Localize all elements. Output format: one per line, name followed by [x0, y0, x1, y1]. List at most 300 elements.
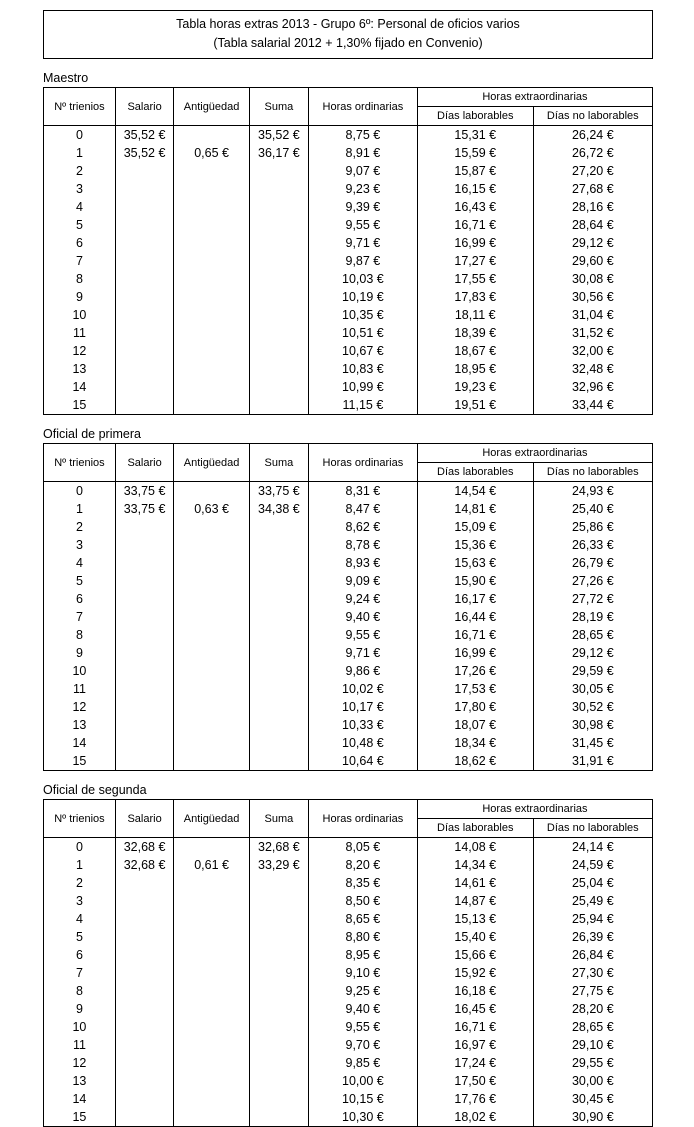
- cell-suma: 32,68 €: [249, 838, 308, 857]
- cell-antiguedad: [174, 680, 250, 698]
- cell-antiguedad: [174, 288, 250, 306]
- cell-dias-no-laborables: 29,59 €: [533, 662, 652, 680]
- cell-trienios: 3: [44, 892, 116, 910]
- cell-dias-no-laborables: 30,08 €: [533, 270, 652, 288]
- table-row: [44, 216, 653, 234]
- cell-antiguedad: [174, 1000, 250, 1018]
- cell-antiguedad: [174, 198, 250, 216]
- cell-dias-no-laborables: 26,72 €: [533, 144, 652, 162]
- cell-salario: [115, 554, 173, 572]
- cell-salario: [115, 518, 173, 536]
- cell-dias-laborables: 16,71 €: [417, 216, 533, 234]
- cell-horas-ordinarias: 9,24 €: [308, 590, 417, 608]
- cell-trienios: 15: [44, 752, 116, 771]
- cell-horas-ordinarias: 8,75 €: [308, 126, 417, 145]
- table-row: [44, 500, 653, 518]
- cell-horas-ordinarias: 8,50 €: [308, 892, 417, 910]
- section-oficial-primera: [43, 427, 653, 771]
- table-row: [44, 734, 653, 752]
- cell-horas-ordinarias: 9,40 €: [308, 1000, 417, 1018]
- cell-horas-ordinarias: 9,70 €: [308, 1036, 417, 1054]
- cell-antiguedad: [174, 378, 250, 396]
- section-title-oficial-primera: Oficial de primera: [43, 427, 141, 441]
- cell-trienios: 1: [44, 500, 116, 518]
- cell-suma: [249, 734, 308, 752]
- cell-trienios: 15: [44, 1108, 116, 1127]
- cell-horas-ordinarias: 9,85 €: [308, 1054, 417, 1072]
- cell-trienios: 12: [44, 1054, 116, 1072]
- table-row: [44, 644, 653, 662]
- cell-trienios: 11: [44, 324, 116, 342]
- cell-suma: [249, 572, 308, 590]
- cell-dias-laborables: 14,08 €: [417, 838, 533, 857]
- cell-dias-laborables: 18,07 €: [417, 716, 533, 734]
- cell-suma: [249, 396, 308, 415]
- col-header-dias-no-laborables: Días no laborables: [533, 107, 652, 126]
- cell-antiguedad: [174, 180, 250, 198]
- salary-table-maestro: [43, 87, 653, 415]
- col-header-suma: Suma: [249, 444, 308, 482]
- cell-salario: 35,52 €: [115, 144, 173, 162]
- cell-dias-laborables: 17,55 €: [417, 270, 533, 288]
- cell-dias-laborables: 19,23 €: [417, 378, 533, 396]
- cell-antiguedad: [174, 838, 250, 857]
- cell-antiguedad: [174, 482, 250, 501]
- cell-suma: [249, 910, 308, 928]
- col-header-horas-ordinarias: Horas ordinarias: [308, 88, 417, 126]
- col-header-horas-extraordinarias: Horas extraordinarias: [417, 800, 652, 819]
- cell-trienios: 7: [44, 608, 116, 626]
- cell-trienios: 1: [44, 144, 116, 162]
- cell-dias-no-laborables: 33,44 €: [533, 396, 652, 415]
- cell-dias-laborables: 14,54 €: [417, 482, 533, 501]
- cell-horas-ordinarias: 8,95 €: [308, 946, 417, 964]
- table-row: [44, 716, 653, 734]
- cell-salario: [115, 1072, 173, 1090]
- cell-suma: [249, 554, 308, 572]
- cell-horas-ordinarias: 10,30 €: [308, 1108, 417, 1127]
- cell-salario: [115, 1018, 173, 1036]
- cell-trienios: 4: [44, 554, 116, 572]
- cell-antiguedad: [174, 518, 250, 536]
- table-row: [44, 838, 653, 857]
- cell-dias-no-laborables: 26,39 €: [533, 928, 652, 946]
- cell-trienios: 1: [44, 856, 116, 874]
- cell-horas-ordinarias: 8,05 €: [308, 838, 417, 857]
- cell-salario: [115, 964, 173, 982]
- cell-suma: [249, 1090, 308, 1108]
- cell-dias-no-laborables: 29,12 €: [533, 234, 652, 252]
- table-row: [44, 856, 653, 874]
- col-header-horas-extraordinarias: Horas extraordinarias: [417, 444, 652, 463]
- cell-antiguedad: [174, 644, 250, 662]
- cell-dias-laborables: 15,31 €: [417, 126, 533, 145]
- cell-salario: [115, 198, 173, 216]
- col-header-suma: Suma: [249, 88, 308, 126]
- table-row: [44, 234, 653, 252]
- cell-dias-no-laborables: 25,04 €: [533, 874, 652, 892]
- cell-trienios: 8: [44, 270, 116, 288]
- cell-salario: [115, 270, 173, 288]
- cell-trienios: 13: [44, 360, 116, 378]
- table-row: [44, 752, 653, 771]
- cell-dias-laborables: 16,99 €: [417, 234, 533, 252]
- cell-dias-no-laborables: 24,59 €: [533, 856, 652, 874]
- cell-salario: [115, 734, 173, 752]
- cell-trienios: 2: [44, 162, 116, 180]
- cell-horas-ordinarias: 9,55 €: [308, 216, 417, 234]
- cell-trienios: 9: [44, 644, 116, 662]
- cell-antiguedad: [174, 1072, 250, 1090]
- col-header-dias-no-laborables: Días no laborables: [533, 819, 652, 838]
- cell-dias-no-laborables: 31,04 €: [533, 306, 652, 324]
- cell-trienios: 6: [44, 234, 116, 252]
- cell-antiguedad: [174, 1054, 250, 1072]
- cell-horas-ordinarias: 8,91 €: [308, 144, 417, 162]
- cell-dias-laborables: 17,24 €: [417, 1054, 533, 1072]
- col-header-horas-ordinarias: Horas ordinarias: [308, 444, 417, 482]
- table-body-oficial-primera: [44, 482, 653, 771]
- cell-trienios: 10: [44, 306, 116, 324]
- cell-antiguedad: [174, 360, 250, 378]
- table-row: [44, 324, 653, 342]
- col-header-dias-laborables: Días laborables: [417, 107, 533, 126]
- cell-salario: [115, 234, 173, 252]
- cell-suma: [249, 662, 308, 680]
- cell-trienios: 10: [44, 662, 116, 680]
- cell-dias-no-laborables: 28,20 €: [533, 1000, 652, 1018]
- table-row: [44, 180, 653, 198]
- cell-salario: [115, 360, 173, 378]
- cell-dias-laborables: 17,76 €: [417, 1090, 533, 1108]
- cell-dias-laborables: 15,59 €: [417, 144, 533, 162]
- cell-dias-no-laborables: 28,19 €: [533, 608, 652, 626]
- cell-suma: [249, 892, 308, 910]
- cell-salario: [115, 1090, 173, 1108]
- cell-horas-ordinarias: 8,62 €: [308, 518, 417, 536]
- cell-horas-ordinarias: 10,17 €: [308, 698, 417, 716]
- cell-salario: 32,68 €: [115, 856, 173, 874]
- cell-suma: 35,52 €: [249, 126, 308, 145]
- cell-suma: [249, 378, 308, 396]
- cell-dias-no-laborables: 28,64 €: [533, 216, 652, 234]
- cell-dias-no-laborables: 25,94 €: [533, 910, 652, 928]
- cell-dias-laborables: 18,67 €: [417, 342, 533, 360]
- cell-dias-no-laborables: 31,52 €: [533, 324, 652, 342]
- table-row: [44, 288, 653, 306]
- cell-dias-no-laborables: 26,24 €: [533, 126, 652, 145]
- cell-trienios: 12: [44, 342, 116, 360]
- cell-horas-ordinarias: 9,09 €: [308, 572, 417, 590]
- cell-antiguedad: [174, 126, 250, 145]
- cell-salario: [115, 874, 173, 892]
- cell-suma: [249, 1072, 308, 1090]
- cell-trienios: 3: [44, 536, 116, 554]
- table-row: [44, 662, 653, 680]
- cell-salario: [115, 536, 173, 554]
- cell-horas-ordinarias: 10,35 €: [308, 306, 417, 324]
- section-oficial-segunda: [43, 783, 653, 1127]
- cell-antiguedad: [174, 982, 250, 1000]
- cell-suma: [249, 752, 308, 771]
- cell-suma: [249, 874, 308, 892]
- table-row: [44, 572, 653, 590]
- cell-suma: [249, 716, 308, 734]
- table-row: [44, 360, 653, 378]
- cell-antiguedad: [174, 662, 250, 680]
- cell-dias-laborables: 15,90 €: [417, 572, 533, 590]
- cell-dias-laborables: 18,95 €: [417, 360, 533, 378]
- cell-horas-ordinarias: 8,78 €: [308, 536, 417, 554]
- document-subtitle: (Tabla salarial 2012 + 1,30% fijado en Convenio): [213, 36, 483, 50]
- col-header-antiguedad: Antigüedad: [174, 444, 250, 482]
- table-row: [44, 608, 653, 626]
- cell-trienios: 12: [44, 698, 116, 716]
- table-row: [44, 892, 653, 910]
- cell-suma: [249, 234, 308, 252]
- cell-suma: [249, 1018, 308, 1036]
- table-row: [44, 1000, 653, 1018]
- cell-dias-laborables: 16,45 €: [417, 1000, 533, 1018]
- table-row: [44, 626, 653, 644]
- cell-dias-laborables: 16,44 €: [417, 608, 533, 626]
- cell-horas-ordinarias: 9,10 €: [308, 964, 417, 982]
- cell-salario: [115, 982, 173, 1000]
- table-row: [44, 910, 653, 928]
- table-row: [44, 126, 653, 145]
- cell-salario: [115, 288, 173, 306]
- cell-antiguedad: [174, 396, 250, 415]
- cell-horas-ordinarias: 8,80 €: [308, 928, 417, 946]
- cell-antiguedad: [174, 716, 250, 734]
- cell-dias-no-laborables: 27,68 €: [533, 180, 652, 198]
- cell-salario: [115, 928, 173, 946]
- table-header: [44, 800, 653, 838]
- cell-suma: [249, 698, 308, 716]
- cell-dias-laborables: 16,97 €: [417, 1036, 533, 1054]
- table-body-oficial-segunda: [44, 838, 653, 1127]
- table-header: [44, 444, 653, 482]
- cell-suma: [249, 324, 308, 342]
- cell-suma: 36,17 €: [249, 144, 308, 162]
- cell-dias-no-laborables: 30,05 €: [533, 680, 652, 698]
- cell-dias-laborables: 19,51 €: [417, 396, 533, 415]
- cell-trienios: 2: [44, 874, 116, 892]
- cell-dias-no-laborables: 30,52 €: [533, 698, 652, 716]
- col-header-dias-no-laborables: Días no laborables: [533, 463, 652, 482]
- cell-dias-laborables: 17,50 €: [417, 1072, 533, 1090]
- cell-antiguedad: [174, 910, 250, 928]
- cell-dias-laborables: 18,39 €: [417, 324, 533, 342]
- cell-salario: [115, 626, 173, 644]
- col-header-antiguedad: Antigüedad: [174, 88, 250, 126]
- table-row: [44, 144, 653, 162]
- cell-salario: [115, 698, 173, 716]
- cell-dias-no-laborables: 29,60 €: [533, 252, 652, 270]
- cell-trienios: 15: [44, 396, 116, 415]
- cell-dias-no-laborables: 28,65 €: [533, 626, 652, 644]
- cell-dias-no-laborables: 27,75 €: [533, 982, 652, 1000]
- cell-suma: 34,38 €: [249, 500, 308, 518]
- table-row: [44, 946, 653, 964]
- cell-horas-ordinarias: 9,55 €: [308, 626, 417, 644]
- cell-salario: [115, 324, 173, 342]
- cell-horas-ordinarias: 10,48 €: [308, 734, 417, 752]
- cell-dias-no-laborables: 26,84 €: [533, 946, 652, 964]
- title-box: [43, 10, 653, 59]
- cell-antiguedad: 0,65 €: [174, 144, 250, 162]
- cell-suma: [249, 1036, 308, 1054]
- cell-trienios: 9: [44, 1000, 116, 1018]
- cell-dias-no-laborables: 26,33 €: [533, 536, 652, 554]
- cell-dias-no-laborables: 31,45 €: [533, 734, 652, 752]
- col-header-antiguedad: Antigüedad: [174, 800, 250, 838]
- cell-dias-no-laborables: 30,90 €: [533, 1108, 652, 1127]
- cell-antiguedad: [174, 572, 250, 590]
- table-row: [44, 964, 653, 982]
- cell-horas-ordinarias: 10,99 €: [308, 378, 417, 396]
- table-row: [44, 518, 653, 536]
- cell-dias-no-laborables: 31,91 €: [533, 752, 652, 771]
- table-row: [44, 554, 653, 572]
- cell-horas-ordinarias: 10,64 €: [308, 752, 417, 771]
- cell-antiguedad: [174, 270, 250, 288]
- cell-antiguedad: [174, 162, 250, 180]
- cell-dias-laborables: 18,62 €: [417, 752, 533, 771]
- cell-antiguedad: [174, 324, 250, 342]
- cell-dias-laborables: 17,26 €: [417, 662, 533, 680]
- cell-suma: [249, 608, 308, 626]
- cell-horas-ordinarias: 8,47 €: [308, 500, 417, 518]
- cell-antiguedad: [174, 216, 250, 234]
- table-row: [44, 982, 653, 1000]
- cell-suma: [249, 198, 308, 216]
- cell-salario: [115, 1036, 173, 1054]
- cell-trienios: 0: [44, 126, 116, 145]
- cell-trienios: 6: [44, 946, 116, 964]
- col-header-horas-ordinarias: Horas ordinarias: [308, 800, 417, 838]
- cell-antiguedad: [174, 964, 250, 982]
- cell-trienios: 2: [44, 518, 116, 536]
- col-header-salario: Salario: [115, 444, 173, 482]
- cell-suma: [249, 982, 308, 1000]
- cell-dias-laborables: 14,81 €: [417, 500, 533, 518]
- cell-suma: [249, 1054, 308, 1072]
- cell-antiguedad: [174, 342, 250, 360]
- table-row: [44, 1018, 653, 1036]
- cell-dias-laborables: 15,36 €: [417, 536, 533, 554]
- table-row: [44, 1090, 653, 1108]
- cell-suma: [249, 306, 308, 324]
- cell-salario: [115, 1000, 173, 1018]
- cell-suma: [249, 288, 308, 306]
- cell-dias-laborables: 14,34 €: [417, 856, 533, 874]
- table-row: [44, 1036, 653, 1054]
- table-row: [44, 698, 653, 716]
- cell-dias-laborables: 15,92 €: [417, 964, 533, 982]
- cell-dias-laborables: 16,43 €: [417, 198, 533, 216]
- cell-suma: [249, 626, 308, 644]
- cell-trienios: 6: [44, 590, 116, 608]
- cell-horas-ordinarias: 9,39 €: [308, 198, 417, 216]
- cell-antiguedad: 0,61 €: [174, 856, 250, 874]
- cell-antiguedad: [174, 252, 250, 270]
- table-row: [44, 928, 653, 946]
- cell-salario: [115, 680, 173, 698]
- cell-dias-no-laborables: 30,98 €: [533, 716, 652, 734]
- cell-salario: [115, 396, 173, 415]
- cell-trienios: 14: [44, 1090, 116, 1108]
- cell-salario: [115, 252, 173, 270]
- cell-salario: [115, 1054, 173, 1072]
- cell-antiguedad: [174, 626, 250, 644]
- cell-salario: [115, 572, 173, 590]
- cell-dias-laborables: 15,09 €: [417, 518, 533, 536]
- cell-antiguedad: [174, 590, 250, 608]
- cell-trienios: 13: [44, 1072, 116, 1090]
- table-row: [44, 536, 653, 554]
- cell-horas-ordinarias: 8,65 €: [308, 910, 417, 928]
- cell-trienios: 5: [44, 216, 116, 234]
- cell-antiguedad: [174, 752, 250, 771]
- cell-salario: [115, 644, 173, 662]
- cell-dias-laborables: 18,11 €: [417, 306, 533, 324]
- section-title-oficial-segunda: Oficial de segunda: [43, 783, 147, 797]
- cell-horas-ordinarias: 10,00 €: [308, 1072, 417, 1090]
- salary-table-oficial-primera: [43, 443, 653, 771]
- cell-dias-no-laborables: 29,12 €: [533, 644, 652, 662]
- cell-trienios: 8: [44, 626, 116, 644]
- table-row: [44, 1108, 653, 1127]
- cell-dias-laborables: 15,40 €: [417, 928, 533, 946]
- cell-suma: [249, 180, 308, 198]
- cell-dias-laborables: 16,99 €: [417, 644, 533, 662]
- col-header-trienios: Nº trienios: [44, 800, 116, 838]
- cell-suma: [249, 590, 308, 608]
- cell-dias-no-laborables: 29,55 €: [533, 1054, 652, 1072]
- table-row: [44, 396, 653, 415]
- cell-antiguedad: [174, 1090, 250, 1108]
- cell-suma: [249, 216, 308, 234]
- cell-suma: [249, 252, 308, 270]
- cell-suma: [249, 1108, 308, 1127]
- cell-trienios: 11: [44, 680, 116, 698]
- section-title-maestro: Maestro: [43, 71, 89, 85]
- cell-dias-laborables: 16,17 €: [417, 590, 533, 608]
- col-header-salario: Salario: [115, 800, 173, 838]
- table-row: [44, 162, 653, 180]
- cell-trienios: 5: [44, 572, 116, 590]
- cell-antiguedad: [174, 536, 250, 554]
- cell-suma: [249, 270, 308, 288]
- cell-suma: [249, 964, 308, 982]
- cell-dias-no-laborables: 25,40 €: [533, 500, 652, 518]
- cell-trienios: 0: [44, 838, 116, 857]
- cell-dias-no-laborables: 27,30 €: [533, 964, 652, 982]
- cell-dias-laborables: 16,71 €: [417, 1018, 533, 1036]
- col-header-trienios: Nº trienios: [44, 444, 116, 482]
- cell-salario: [115, 608, 173, 626]
- cell-suma: [249, 928, 308, 946]
- cell-salario: 32,68 €: [115, 838, 173, 857]
- cell-trienios: 8: [44, 982, 116, 1000]
- cell-salario: [115, 716, 173, 734]
- cell-salario: [115, 342, 173, 360]
- cell-horas-ordinarias: 8,93 €: [308, 554, 417, 572]
- cell-dias-no-laborables: 25,49 €: [533, 892, 652, 910]
- table-row: [44, 590, 653, 608]
- cell-dias-laborables: 17,80 €: [417, 698, 533, 716]
